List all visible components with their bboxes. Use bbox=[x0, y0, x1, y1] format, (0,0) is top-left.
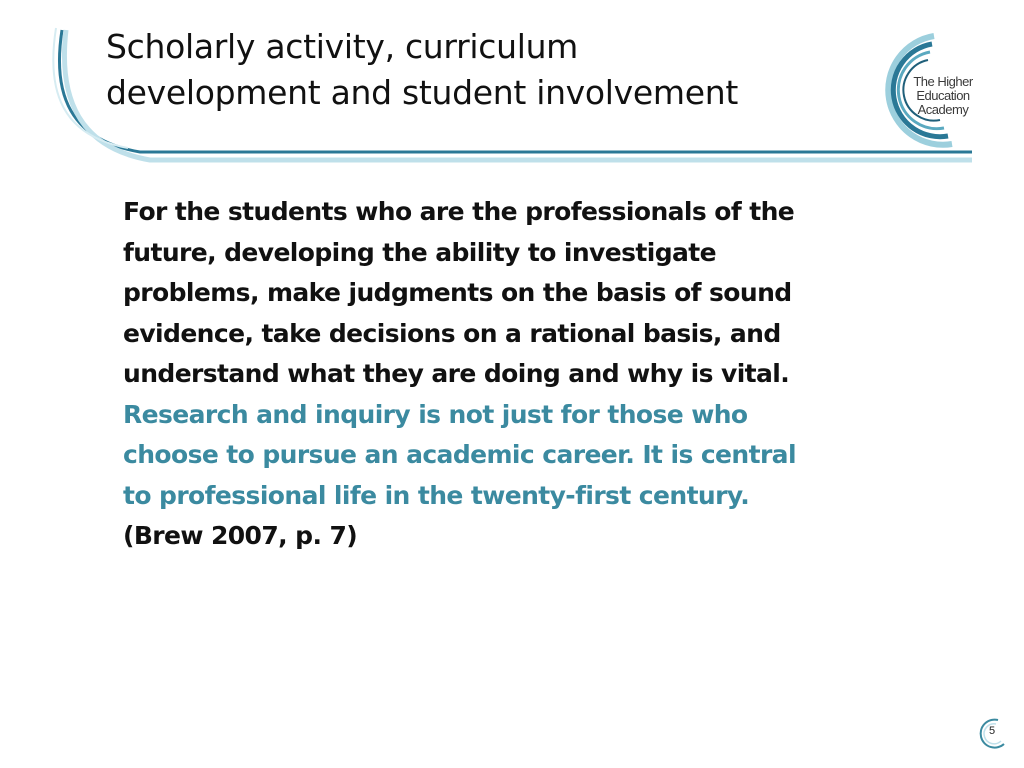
quote-accent-line: choose to pursue an academic career. It is central bbox=[123, 440, 796, 469]
quote-accent-line: Research and inquiry is not just for those who bbox=[123, 399, 748, 429]
quote-citation: (Brew 2007, p. 7) bbox=[123, 521, 358, 550]
slide-title bbox=[106, 24, 846, 116]
logo-line: Education bbox=[916, 88, 970, 103]
quote-line: future, developing the ability to investigate bbox=[123, 237, 716, 267]
quote-line: problems, make judgments on the basis of sound bbox=[123, 278, 792, 307]
quote-accent-line: to professional life in the twenty-first century. bbox=[123, 480, 750, 510]
slide-title-line: Scholarly activity, curriculum bbox=[106, 27, 579, 66]
quote-line: understand what they are doing and why is vital. bbox=[123, 359, 790, 388]
page-number: 5 bbox=[988, 725, 996, 737]
logo-wordmark bbox=[906, 75, 980, 117]
slide-title-line: development and student involvement bbox=[106, 73, 739, 112]
quote-line: evidence, take decisions on a rational basis, and bbox=[123, 318, 781, 348]
logo-line: The Higher bbox=[913, 74, 973, 89]
quote-line: For the students who are the professionals of the bbox=[123, 197, 795, 226]
logo-line: Academy bbox=[917, 102, 969, 117]
page-number-badge bbox=[974, 716, 1010, 752]
quote-block bbox=[123, 192, 933, 557]
